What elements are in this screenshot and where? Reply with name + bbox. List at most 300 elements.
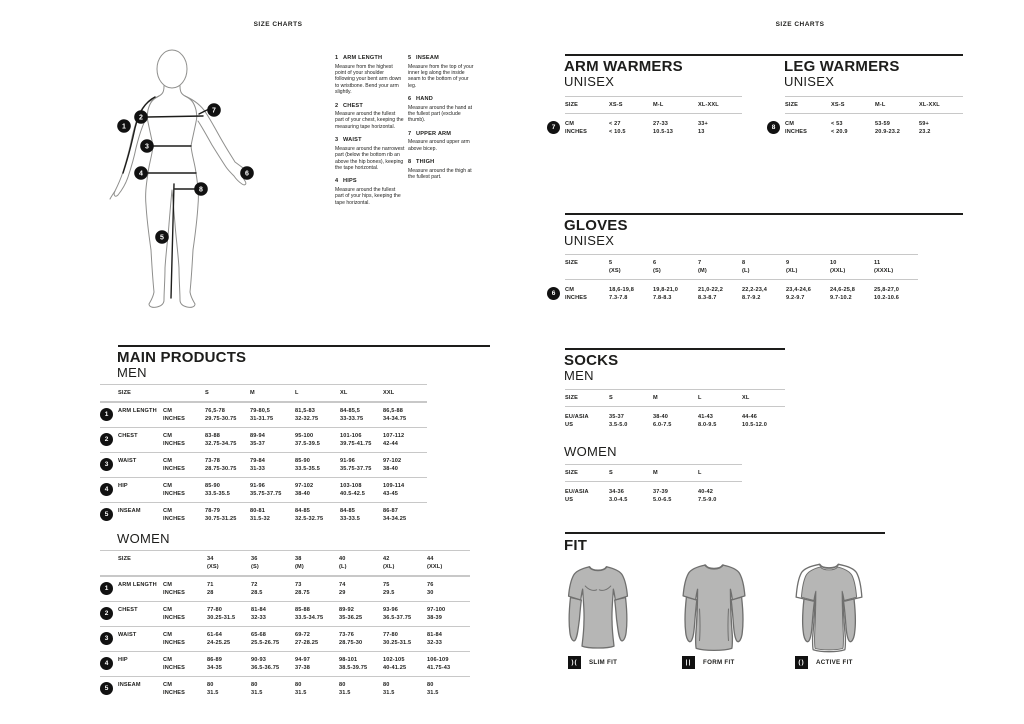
value-cell [340, 453, 383, 477]
unit-label: CM [163, 582, 172, 588]
value-line: 3.5-5.0 [609, 422, 628, 428]
value-cell [340, 428, 383, 452]
cm-value: 77-80 [207, 607, 223, 613]
inches-value: 28.75 [295, 590, 310, 596]
cm-value: 76,5-78 [205, 408, 226, 414]
row-label: INSEAM [118, 682, 141, 688]
unit-label: INCHES [163, 590, 186, 596]
inches-value: 29.75-30.75 [205, 416, 237, 422]
value-line: 8.0-9.5 [698, 422, 717, 428]
size-col-header: XL-XXL [919, 102, 940, 108]
marker-number-8: 8 [199, 186, 203, 194]
unit-label-cell [163, 503, 205, 527]
value-line: 7.3-7.8 [609, 295, 628, 301]
inches-value: 33.5-34.75 [295, 615, 324, 621]
inches-value: 38-39 [427, 615, 443, 621]
unit-label: CM [163, 632, 172, 638]
cm-value: 86,5-88 [383, 408, 404, 414]
table-header-row [100, 550, 470, 576]
cm-value: 76 [427, 582, 434, 588]
table-data-row [551, 280, 918, 307]
unit-label-cell [565, 407, 609, 434]
cm-value: 97-102 [295, 483, 314, 489]
cm-value: 80 [207, 682, 214, 688]
value-line: 34-36 [609, 489, 625, 495]
size-col-header: 38 (M) [295, 556, 304, 570]
value-line: 25,8-27,0 [874, 287, 899, 293]
inches-value: 30.75-31.25 [205, 516, 237, 522]
value-line: 9.2-9.7 [786, 295, 805, 301]
size-label: SIZE [565, 470, 579, 476]
inches-value: 31.5-32 [250, 516, 271, 522]
inches-value: 32-33 [251, 615, 267, 621]
inches-value: 28.75-30.75 [205, 466, 237, 472]
form-fit-label: FORM FIT [703, 659, 735, 666]
unit-label: CM [565, 121, 574, 127]
value-cell [295, 503, 340, 527]
value-line: 9.7-10.2 [830, 295, 852, 301]
unit-label: CM [163, 433, 172, 439]
instruction-text: Measure around the fullest part of your chest, keeping the measuring tape horizontal. [335, 111, 404, 130]
inches-value: 29.5 [383, 590, 395, 596]
figure-head [157, 50, 187, 88]
value-cell [698, 482, 742, 509]
unit-label-cell [163, 677, 207, 701]
value-line: 3.0-4.5 [609, 497, 628, 503]
cm-value: 73-76 [339, 632, 355, 638]
value-line: 24,6-25,8 [830, 287, 855, 293]
value-line: 41-43 [698, 414, 714, 420]
size-col-header: L [295, 390, 299, 396]
inches-value: 33.5-35.5 [205, 491, 230, 497]
cm-value: 98-101 [339, 657, 358, 663]
unit-label-cell [163, 577, 207, 601]
value-cell [653, 114, 698, 141]
value-cell [250, 428, 295, 452]
size-col-header: M [653, 470, 658, 476]
main-products-title: MAIN PRODUCTS [117, 349, 247, 366]
cm-value: 86-89 [207, 657, 223, 663]
value-line: 53-59 [875, 121, 891, 127]
chest-line [148, 116, 203, 117]
value-cell [742, 407, 785, 434]
inches-value: 28.5 [251, 590, 263, 596]
main-products-women-subtitle: WOMEN [117, 531, 170, 546]
inches-value: 35.75-37.75 [340, 466, 372, 472]
value-cell [609, 482, 653, 509]
value-line: 21,0-22,2 [698, 287, 723, 293]
unit-label: US [565, 497, 574, 503]
instruction-text: Measure around the hand at the fullest part (exclude thumb). [408, 104, 473, 124]
unit-label: EU/ASIA [565, 414, 589, 420]
instruction-text: Measure from the top of your inner leg along the inside seam to the bottom of your leg. [408, 63, 474, 89]
value-cell [207, 677, 251, 701]
cm-value: 65-68 [251, 632, 267, 638]
inches-value: 31.5 [383, 690, 395, 696]
cm-value: 90-93 [251, 657, 267, 663]
value-cell [383, 652, 427, 676]
slim-fit-icon: )( [568, 656, 581, 669]
value-line: 35-37 [609, 414, 625, 420]
size-col-header: 36 (S) [251, 556, 259, 570]
inches-value: 38.5-39.75 [339, 665, 368, 671]
unit-label: CM [163, 458, 172, 464]
marker-circle-5: 5 [100, 682, 113, 695]
cm-value: 74 [339, 582, 346, 588]
table-row-chest [100, 427, 427, 452]
marker-number-5: 5 [160, 234, 164, 242]
value-cell [919, 114, 963, 141]
table-row-inseam [100, 676, 470, 701]
inches-value: 33-33.5 [340, 516, 361, 522]
table-data-row [551, 114, 742, 141]
instruction-title: 6 HAND [408, 96, 433, 103]
inches-value: 36.5-37.75 [383, 615, 412, 621]
value-cell [653, 407, 698, 434]
size-col-header: 42 (XL) [383, 556, 395, 570]
inches-value: 40.5-42.5 [340, 491, 365, 497]
instruction-item-3 [335, 137, 405, 171]
value-cell [250, 403, 295, 427]
value-cell [742, 280, 786, 307]
cm-value: 80 [251, 682, 258, 688]
leg-warmers-table [771, 96, 963, 141]
unit-label: CM [163, 483, 172, 489]
value-cell [295, 627, 339, 651]
cm-value: 85-90 [205, 483, 221, 489]
cm-value: 85-90 [295, 458, 311, 464]
measurement-instructions-col1 [335, 55, 405, 213]
size-label: SIZE [565, 395, 579, 401]
value-line: 10.5-12.0 [742, 422, 767, 428]
leg-warmers-title: LEG WARMERS [784, 58, 900, 75]
value-line: 23,4-24,6 [786, 287, 811, 293]
inches-value: 39.75-41.75 [340, 441, 372, 447]
value-cell [205, 453, 250, 477]
unit-label-cell [565, 482, 609, 509]
marker-circle-3: 3 [100, 458, 113, 471]
marker-number-7: 7 [212, 107, 216, 115]
value-cell [295, 403, 340, 427]
value-line: 7.8-8.3 [653, 295, 672, 301]
inches-value: 42-44 [383, 441, 399, 447]
cm-value: 61-64 [207, 632, 223, 638]
instruction-title: 7 UPPER ARM [408, 130, 452, 137]
marker-number-1: 1 [122, 123, 126, 131]
cm-value: 94-97 [295, 657, 311, 663]
value-line: 13 [698, 129, 705, 135]
value-cell [207, 652, 251, 676]
inches-value: 34-34.25 [383, 516, 407, 522]
inches-value: 32.5-32.75 [295, 516, 324, 522]
value-cell [698, 280, 742, 307]
value-line: 6.0-7.5 [653, 422, 672, 428]
value-cell [251, 627, 295, 651]
inches-value: 38-40 [295, 491, 311, 497]
value-cell [295, 577, 339, 601]
value-cell [383, 478, 427, 502]
value-cell [875, 114, 919, 141]
table-row-arm-length [100, 576, 470, 601]
cm-value: 81-84 [427, 632, 443, 638]
unit-label-cell [163, 602, 207, 626]
value-cell [786, 280, 830, 307]
row-label: HIP [118, 657, 128, 663]
instruction-title: 4 HIPS [335, 178, 357, 185]
inches-value: 43-45 [383, 491, 399, 497]
unit-label: CM [163, 657, 172, 663]
value-line: < 10.5 [609, 129, 626, 135]
value-line: 10.2-10.6 [874, 295, 899, 301]
arm-warmers-title: ARM WARMERS [564, 58, 683, 75]
form-fit-row [682, 656, 735, 669]
unit-label: INCHES [565, 129, 588, 135]
inches-value: 40-41.25 [383, 665, 407, 671]
value-cell [251, 577, 295, 601]
size-col-header: XL-XXL [698, 102, 719, 108]
table-row-inseam [100, 502, 427, 527]
value-cell [251, 652, 295, 676]
size-col-header: XS-S [831, 102, 845, 108]
table-header-row [100, 384, 427, 402]
value-cell [383, 627, 427, 651]
instruction-text: Measure from the highest point of your shoulder following your bent arm down to wristbone. Bend your arm slightly. [335, 63, 402, 96]
value-line: < 27 [609, 121, 621, 127]
cm-value: 81,5-83 [295, 408, 316, 414]
instruction-item-4 [335, 178, 405, 206]
cm-value: 85-88 [295, 607, 311, 613]
value-cell [427, 627, 470, 651]
size-col-header: XL [340, 390, 348, 396]
row-label: HIP [118, 483, 128, 489]
value-cell [295, 478, 340, 502]
value-cell [383, 577, 427, 601]
unit-label-cell [163, 453, 205, 477]
value-cell [340, 503, 383, 527]
value-line: < 20.9 [831, 129, 848, 135]
inches-value: 30 [427, 590, 434, 596]
marker-circle-5: 5 [100, 508, 113, 521]
value-cell [295, 677, 339, 701]
unit-label-cell [163, 652, 207, 676]
table-header-row [565, 389, 785, 407]
value-cell [339, 677, 383, 701]
size-col-header: M-L [653, 102, 664, 108]
row-label: CHEST [118, 433, 138, 439]
unit-label: CM [785, 121, 794, 127]
cm-value: 91-96 [340, 458, 356, 464]
size-col-header: S [205, 390, 209, 396]
unit-label-cell [163, 428, 205, 452]
unit-label: US [565, 422, 574, 428]
table-data-row [565, 407, 785, 434]
value-line: 44-46 [742, 414, 758, 420]
cm-value: 78-79 [205, 508, 221, 514]
inches-value: 27-28.25 [295, 640, 319, 646]
size-col-header: XS-S [609, 102, 623, 108]
warmers-top-rule [565, 54, 963, 56]
table-row-waist [100, 626, 470, 651]
size-label: SIZE [565, 102, 579, 108]
arm-warmers-subtitle: UNISEX [564, 74, 615, 89]
form-fit-illustration [678, 563, 750, 655]
cm-value: 80-81 [250, 508, 266, 514]
women-size-table [100, 550, 470, 701]
inches-value: 33.5-35.5 [295, 466, 320, 472]
inches-value: 30.25-31.5 [383, 640, 412, 646]
instruction-title: 8 THIGH [408, 159, 435, 166]
instruction-title: 5 INSEAM [408, 55, 439, 61]
value-cell [205, 478, 250, 502]
cm-value: 103-108 [340, 483, 362, 489]
slim-fit-illustration [566, 563, 630, 655]
slim-right-arm [615, 597, 627, 640]
marker-circle-2: 2 [100, 607, 113, 620]
unit-label-cell [163, 478, 205, 502]
value-cell [383, 677, 427, 701]
inches-value: 36.5-36.75 [251, 665, 280, 671]
instruction-item-7 [408, 131, 478, 152]
inches-value: 35-37 [250, 441, 266, 447]
table-row-chest [100, 601, 470, 626]
inches-value: 35.75-37.75 [250, 491, 282, 497]
cm-value: 106-109 [427, 657, 449, 663]
value-cell [207, 602, 251, 626]
unit-label: CM [163, 607, 172, 613]
instruction-text: Measure around the thigh at the fullest part. [408, 167, 472, 181]
value-cell [251, 602, 295, 626]
value-cell [383, 428, 427, 452]
value-line: 27-33 [653, 121, 669, 127]
value-cell [207, 627, 251, 651]
instruction-item-1 [335, 55, 405, 96]
row-label: CHEST [118, 607, 138, 613]
socks-women-subtitle: WOMEN [564, 444, 617, 459]
cm-value: 86-87 [383, 508, 399, 514]
cm-value: 102-105 [383, 657, 405, 663]
fit-title: FIT [564, 537, 588, 554]
value-line: 19,8-21,0 [653, 287, 678, 293]
main-products-top-rule [118, 345, 490, 347]
gloves-table [551, 254, 918, 307]
value-cell [250, 453, 295, 477]
inches-value: 31-33 [250, 466, 266, 472]
cm-value: 95-100 [295, 433, 314, 439]
unit-label: INCHES [785, 129, 808, 135]
cm-value: 97-102 [383, 458, 402, 464]
value-cell [295, 453, 340, 477]
marker-circle-2: 2 [100, 433, 113, 446]
value-cell [250, 503, 295, 527]
value-cell [427, 652, 470, 676]
size-col-header: L [698, 395, 702, 401]
value-cell [609, 114, 653, 141]
cm-value: 80 [427, 682, 434, 688]
table-header-row [565, 254, 918, 280]
size-col-header: S [609, 470, 613, 476]
value-cell [698, 114, 742, 141]
body-measurement-diagram [95, 40, 275, 325]
gloves-top-rule [565, 213, 963, 215]
value-cell [205, 428, 250, 452]
unit-label: INCHES [163, 640, 186, 646]
row-label: ARM LENGTH [118, 408, 157, 414]
size-col-header: 44 (XXL) [427, 556, 443, 570]
table-row-hip [100, 477, 427, 502]
instruction-text: Measure around the fullest part of your hips, keeping the tape horizontal. [335, 186, 401, 206]
instruction-item-6 [408, 96, 478, 124]
table-header-row [565, 96, 742, 114]
size-col-header: XXL [383, 390, 395, 396]
cm-value: 81-84 [251, 607, 267, 613]
value-cell [383, 403, 427, 427]
inches-value: 32.75-34.75 [205, 441, 237, 447]
cm-value: 73 [295, 582, 302, 588]
socks-men-subtitle: MEN [564, 368, 594, 383]
size-col-header: 11 (XXXL) [874, 260, 894, 274]
unit-label: INCHES [163, 416, 186, 422]
marker-number-6: 6 [245, 170, 249, 178]
socks-top-rule [565, 348, 785, 350]
active-fit-row [795, 656, 853, 669]
marker-circle-7: 7 [547, 121, 560, 134]
unit-label: CM [163, 682, 172, 688]
cm-value: 101-106 [340, 433, 362, 439]
inches-value: 30.25-31.5 [207, 615, 236, 621]
value-cell [427, 677, 470, 701]
value-cell [874, 280, 918, 307]
inches-value: 41.75-43 [427, 665, 451, 671]
size-label: SIZE [785, 102, 799, 108]
cm-value: 84-85 [340, 508, 356, 514]
unit-label: INCHES [163, 466, 186, 472]
size-col-header: 34 (XS) [207, 556, 219, 570]
marker-circle-6: 6 [547, 287, 560, 300]
cm-value: 89-94 [250, 433, 266, 439]
instruction-title: 2 CHEST [335, 102, 363, 109]
socks-women-table [565, 464, 742, 509]
unit-label-cell [565, 114, 609, 141]
cm-value: 107-112 [383, 433, 405, 439]
unit-label: CM [565, 287, 574, 293]
inches-value: 31-31.75 [250, 416, 274, 422]
cm-value: 77-80 [383, 632, 399, 638]
slim-fit-row [568, 656, 617, 669]
value-cell [609, 280, 653, 307]
socks-men-table [565, 389, 785, 434]
value-line: 22,2-23,4 [742, 287, 767, 293]
value-line: 23.2 [919, 129, 931, 135]
instruction-item-2 [335, 103, 405, 131]
active-fit-icon: () [795, 656, 808, 669]
cm-value: 109-114 [383, 483, 405, 489]
marker-number-4: 4 [139, 170, 143, 178]
leg-warmers-subtitle: UNISEX [784, 74, 835, 89]
value-cell [339, 652, 383, 676]
cm-value: 75 [383, 582, 390, 588]
marker-circle-1: 1 [100, 582, 113, 595]
value-cell [340, 403, 383, 427]
inches-value: 38-40 [383, 466, 399, 472]
cm-value: 89-92 [339, 607, 355, 613]
size-label: SIZE [565, 260, 579, 266]
size-label: SIZE [118, 390, 132, 396]
cm-value: 97-100 [427, 607, 446, 613]
inches-value: 31.5 [251, 690, 263, 696]
measurement-instructions-col2 [408, 55, 478, 187]
inches-value: 31.5 [339, 690, 351, 696]
inches-value: 37-38 [295, 665, 311, 671]
